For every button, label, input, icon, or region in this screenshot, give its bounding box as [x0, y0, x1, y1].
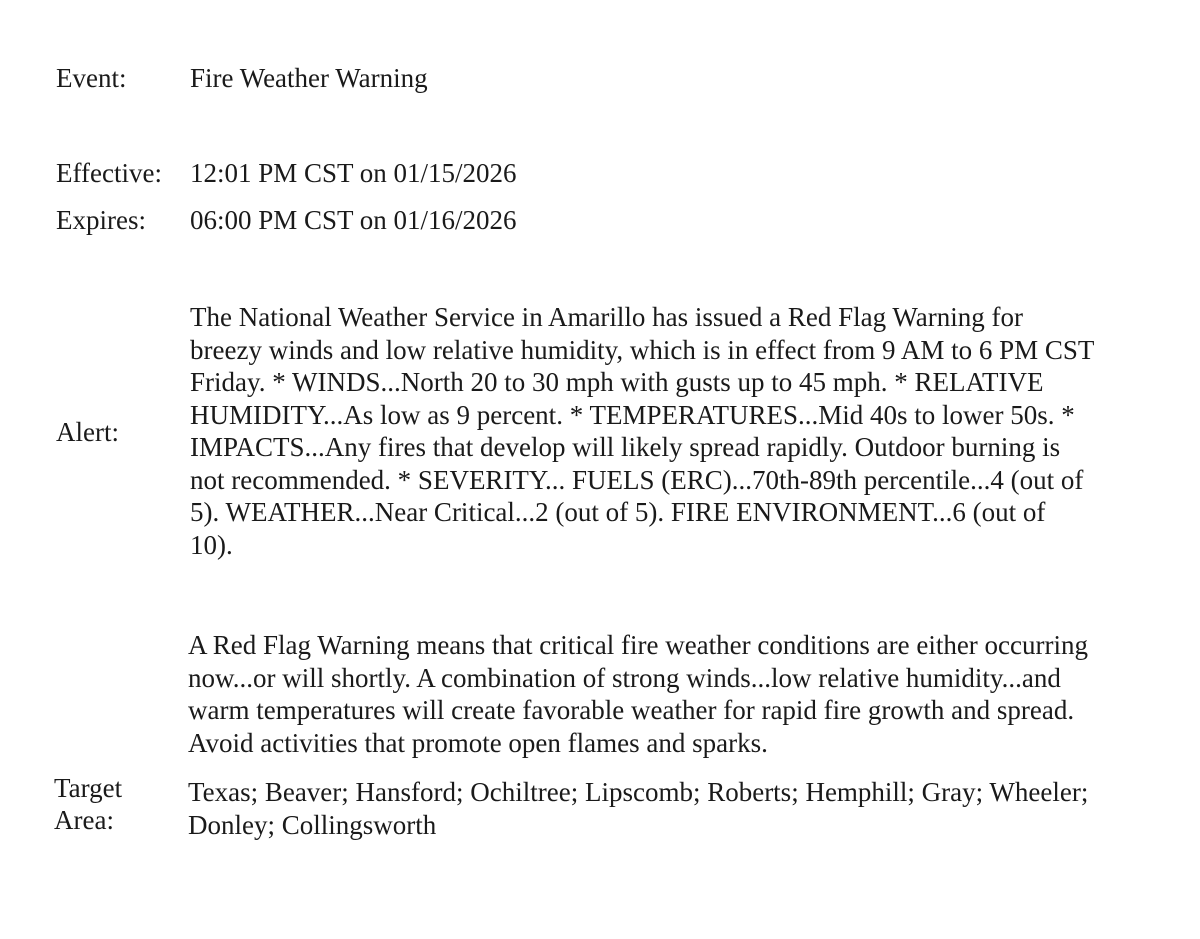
- alert-line: The National Weather Service in Amarillo has issued a Red Flag Warning for: [190, 302, 1023, 332]
- event-label: Event:: [56, 63, 127, 93]
- expires-label: Expires:: [56, 205, 146, 235]
- target-area-label-line1: Target: [54, 773, 123, 803]
- target-area-text: [188, 776, 1178, 841]
- alert-line: 10).: [190, 529, 233, 560]
- expires-value: 06:00 PM CST on 01/16/2026: [190, 205, 517, 235]
- alert-text: [190, 301, 1180, 561]
- instruction-line: warm temperatures will create favorable weather for rapid fire growth and spread.: [188, 695, 1075, 725]
- instruction-line: Avoid activities that promote open flames and sparks.: [188, 727, 768, 758]
- alert-line: HUMIDITY...As low as 9 percent. * TEMPERATURES...Mid 40s to lower 50s. *: [190, 399, 1075, 430]
- event-value: Fire Weather Warning: [190, 63, 428, 93]
- alert-line: IMPACTS...Any fires that develop will likely spread rapidly. Outdoor burning is: [190, 432, 1061, 462]
- alert-line: breezy winds and low relative humidity, which is in effect from 9 AM to 6 PM CST: [190, 334, 1095, 365]
- alert-line: not recommended. * SEVERITY... FUELS (ERC)...70th-89th percentile...4 (out of: [190, 464, 1084, 495]
- alert-line: 5). WEATHER...Near Critical...2 (out of 5). FIRE ENVIRONMENT...6 (out of: [190, 497, 1046, 527]
- instruction-text: [188, 629, 1178, 759]
- target-area-line: Texas; Beaver; Hansford; Ochiltree; Lipscomb; Roberts; Hemphill; Gray; Wheeler;: [188, 777, 1089, 807]
- target-area-label-line2: Area:: [54, 805, 114, 835]
- instruction-line: now...or will shortly. A combination of strong winds...low relative humidity...and: [188, 662, 1061, 693]
- effective-value: 12:01 PM CST on 01/15/2026: [190, 158, 517, 188]
- instruction-line: A Red Flag Warning means that critical fire weather conditions are either occurring: [188, 630, 1089, 660]
- effective-label: Effective:: [56, 158, 162, 188]
- alert-line: Friday. * WINDS...North 20 to 30 mph with gusts up to 45 mph. * RELATIVE: [190, 367, 1044, 397]
- target-area-line: Donley; Collingsworth: [188, 809, 437, 840]
- target-area-label: [54, 772, 122, 836]
- alert-label: Alert:: [56, 417, 119, 447]
